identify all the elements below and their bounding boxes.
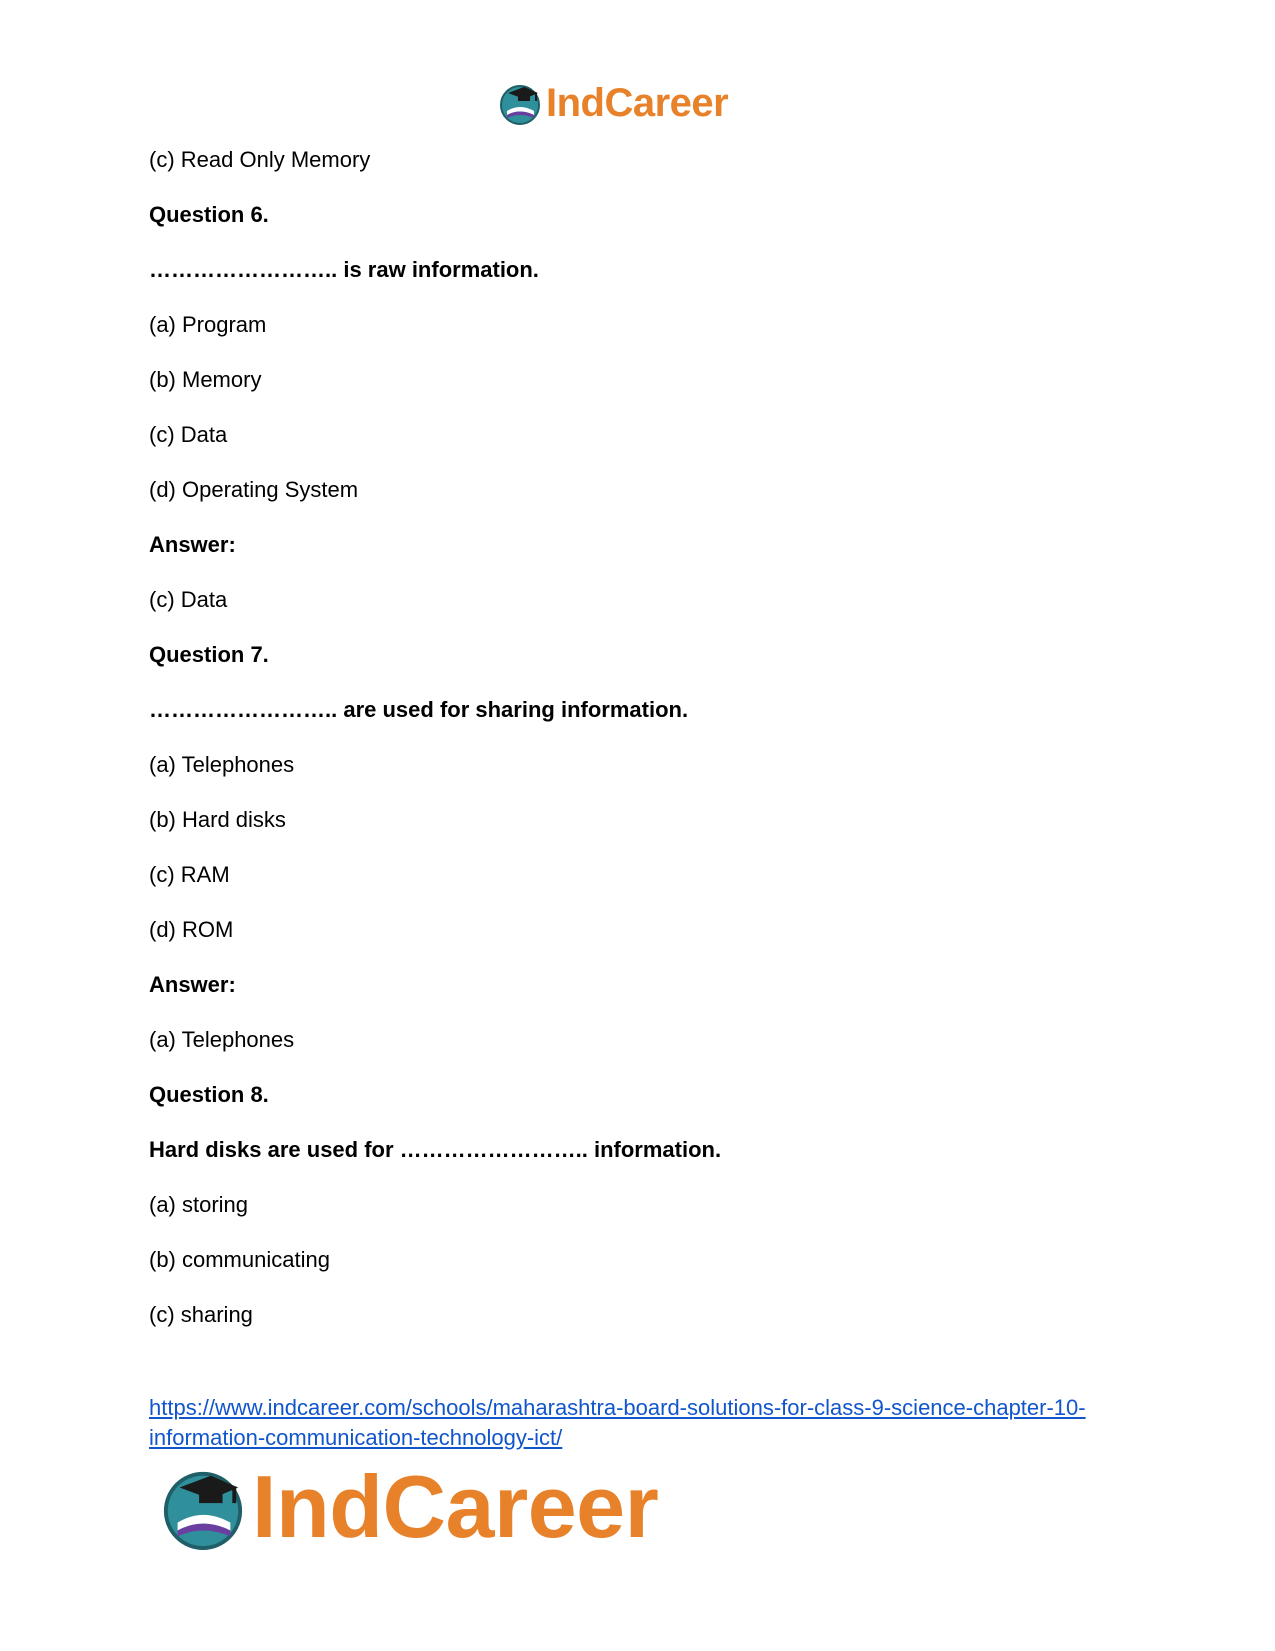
option-item: (b) communicating [149,1247,330,1272]
question-text: …………………….. is raw information. [149,257,539,282]
option-item: (b) Hard disks [149,807,286,832]
document-body [149,147,1129,1357]
option-item: (c) RAM [149,862,230,887]
question-heading: Question 6. [149,202,269,227]
option-item: (a) Telephones [149,1027,295,1052]
option-item: (a) Telephones [149,752,295,777]
globe-graduate-icon [160,1464,246,1550]
answer-label: Answer: [149,532,236,557]
header-logo [498,78,728,128]
question-text: Hard disks are used for …………………….. information. [149,1137,722,1162]
option-item: (c) Data [149,587,228,612]
globe-graduate-icon [498,81,542,125]
option-item: (a) storing [149,1192,249,1217]
question-text: …………………….. are used for sharing information. [149,697,689,722]
option-item: (c) Data [149,422,228,447]
option-item: (d) ROM [149,917,234,942]
option-item: (c) Read Only Memory [149,147,371,172]
source-link-line1[interactable]: https://www.indcareer.com/schools/maharashtra-board-solutions-for-class-9-science-chapter-10- [149,1395,1086,1420]
source-link[interactable] [149,1393,1149,1453]
answer-label: Answer: [149,972,236,997]
header-logo-text: IndCareer [546,80,729,125]
source-link-line2[interactable]: information-communication-technology-ict/ [149,1425,563,1450]
footer-logo [160,1457,659,1556]
question-heading: Question 8. [149,1082,269,1107]
footer-logo-text: IndCareer [252,1457,659,1556]
option-item: (b) Memory [149,367,262,392]
option-item: (a) Program [149,312,267,337]
question-heading: Question 7. [149,642,269,667]
option-item: (d) Operating System [149,477,359,502]
option-item: (c) sharing [149,1302,253,1327]
